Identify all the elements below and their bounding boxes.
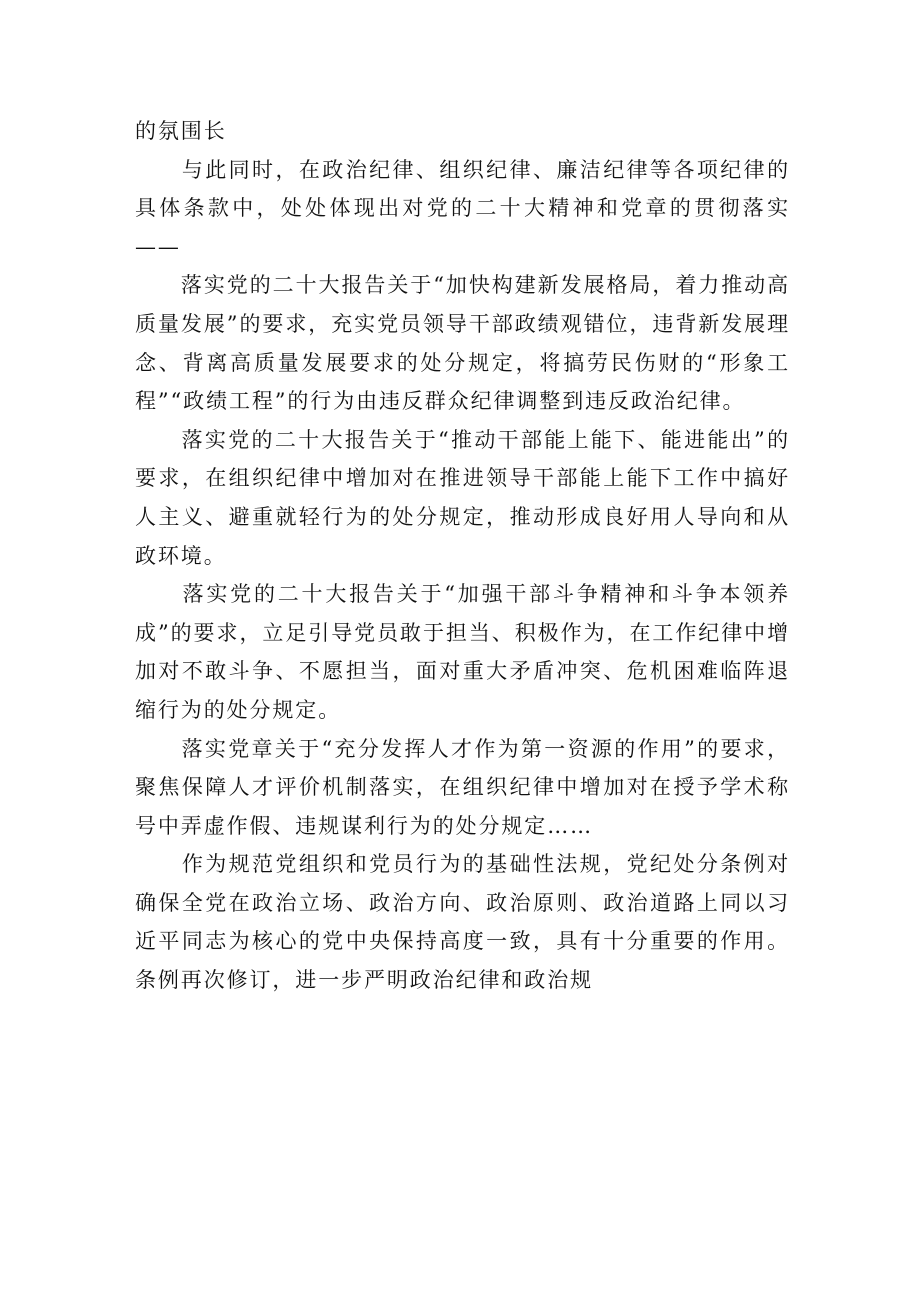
paragraph-cadre-promotion: 落实党的二十大报告关于“推动干部能上能下、能进能出”的要求，在组织纪律中增加对在推进领导干部能上能下工作中搞好人主义、避重就轻行为的处分规定，推动形成良好用人导向和从政环境。 bbox=[135, 427, 790, 568]
paragraph-fighting-spirit: 落实党的二十大报告关于“加强干部斗争精神和斗争本领养成”的要求，立足引导党员敢于担当、积极作为，在工作纪律中增加对不敢斗争、不愿担当，面对重大矛盾冲突、危机困难临阵退缩行为的处分规定。 bbox=[135, 582, 790, 722]
document-body bbox=[135, 112, 790, 1000]
paragraph-high-quality-development: 落实党的二十大报告关于“加快构建新发展格局，着力推动高质量发展”的要求，充实党员领导干部政绩观错位，违背新发展理念、背离高质量发展要求的处分规定，将搞劳民伤财的“形象工程”“政绩工程”的行为由违反群众纪律调整到违反政治纪律。 bbox=[135, 273, 790, 414]
paragraph-discipline-provisions: 与此同时，在政治纪律、组织纪律、廉洁纪律等各项纪律的具体条款中，处处体现出对党的二十大精神和党章的贯彻落实—— bbox=[135, 157, 790, 259]
paragraph-regulation-role: 作为规范党组织和党员行为的基础性法规，党纪处分条例对确保全党在政治立场、政治方向、政治原则、政治道路上同以习近平同志为核心的党中央保持高度一致，具有十分重要的作用。条例再次修订，进一步严明政治纪律和政治规 bbox=[135, 852, 790, 993]
paragraph-talent-resource: 落实党章关于“充分发挥人才作为第一资源的作用”的要求，聚焦保障人才评价机制落实，在组织纪律中增加对在授予学术称号中弄虚作假、违规谋利行为的处分规定…… bbox=[135, 736, 790, 838]
paragraph-fragment-atmosphere: 的氛围长 bbox=[135, 119, 227, 143]
